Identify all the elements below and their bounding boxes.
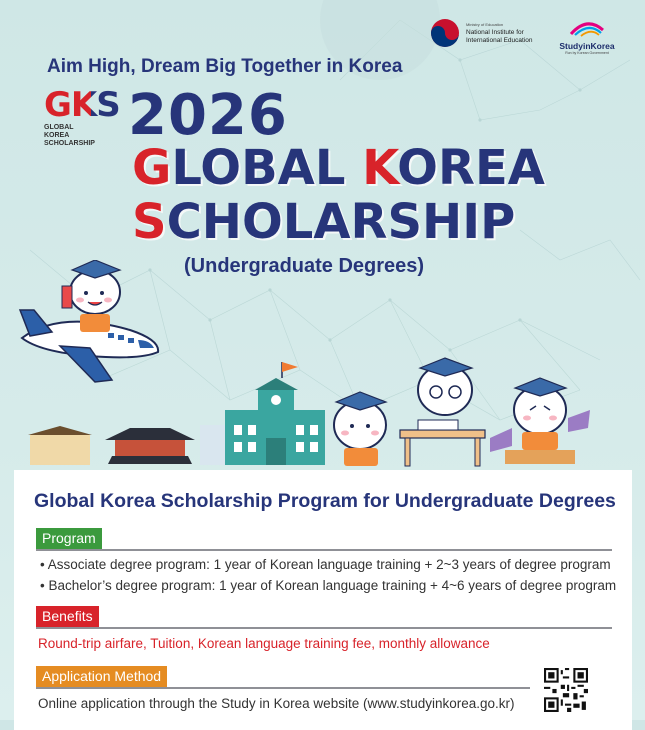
mascot-reading [334,392,386,466]
institute-line1: National Institute for [466,29,524,36]
benefits-text: Round-trip airfare, Tuition, Korean language training fee, monthly allowance [38,636,490,651]
program-item-associate-text: Associate degree program: 1 year of Korean language training + 2~3 years of degree program [47,557,611,572]
application-section [36,666,167,688]
benefits-label: Benefits [36,606,99,628]
taegeuk-emblem-icon [430,18,460,48]
illustration-scene [0,260,645,475]
ministry-label: Ministry of Education [466,22,504,27]
institute-line2: International Education [466,37,533,44]
title-g: G [132,140,172,196]
application-text: Online application through the Study in Korea website (www.studyinkorea.go.kr) [38,696,515,711]
year-title: 2026 [128,83,288,148]
qr-code-icon[interactable] [544,668,588,712]
school-building [200,362,325,465]
program-section [36,528,102,550]
gks-mark: GKS [44,85,120,125]
gks-logo [44,85,120,148]
title-line-global-korea [132,142,545,194]
subtitle: (Undergraduate Degrees) [184,255,425,277]
program-item-bachelor-text: Bachelor’s degree program: 1 year of Korean language training + 4~6 years of degree program [48,578,617,593]
title-cholarship: CHOLARSHIP [166,194,516,250]
program-item-associate: • Associate degree program: 1 year of Korean language training + 2~3 years of degree program [40,557,611,572]
application-label: Application Method [36,666,167,688]
study-in-korea-logo [556,20,618,55]
palace-building [28,426,195,465]
mascot-with-books [490,378,590,464]
study-in-korea-swoosh-icon [567,20,607,38]
nied-logo [430,18,533,48]
title-k: K [362,140,398,196]
benefits-divider [36,627,612,629]
title-s: S [132,194,167,250]
title-orea: OREA [397,140,545,196]
gks-sub-2: KOREA [44,132,70,139]
program-divider [36,549,612,551]
gks-sub-3: SCHOLARSHIP [44,140,95,147]
mascot-at-desk [400,358,485,466]
gks-sub-1: GLOBAL [44,124,74,131]
benefits-section [36,606,99,628]
info-title: Global Korea Scholarship Program for Undergraduate Degrees [34,490,616,512]
program-item-bachelor: • Bachelor’s degree program: 1 year of Korean language training + 4~6 years of degree program [40,578,617,593]
slogan: Aim High, Dream Big Together in Korea [47,56,403,77]
study-in-korea-tagline: Run by Korean Government [565,51,609,55]
program-label: Program [36,528,102,550]
info-card [14,470,632,730]
study-in-korea-name: StudyinKorea [559,41,615,51]
title-lobal: LOBAL [171,140,363,196]
application-divider [36,687,530,689]
title-line-scholarship [132,196,515,248]
